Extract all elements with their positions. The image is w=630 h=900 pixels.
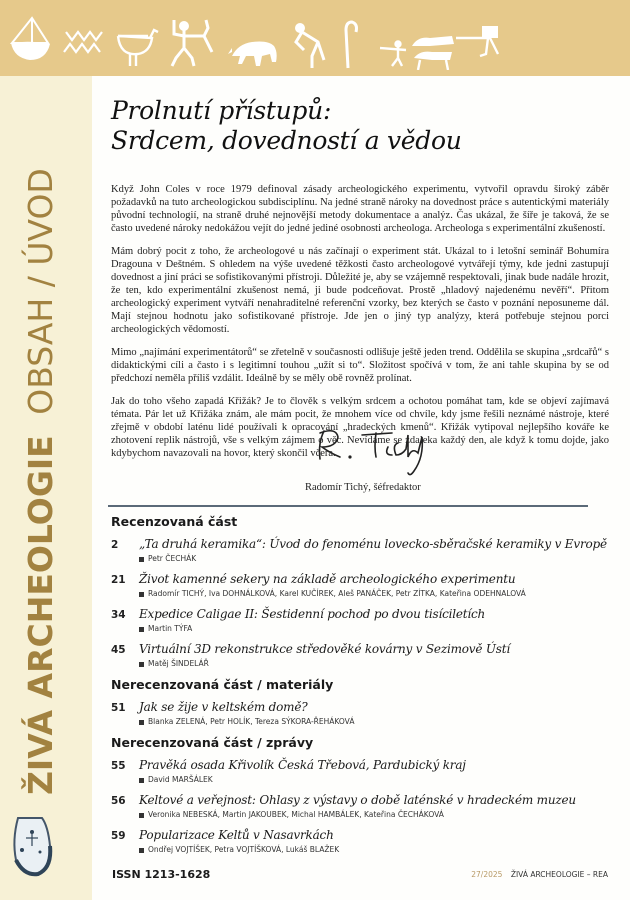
toc-article-title[interactable]: Keltové a veřejnost: Ohlasy z výstavy o době laténské v hradeckém muzeu <box>139 793 576 807</box>
boat-petroglyph-icon <box>11 18 50 60</box>
toc-section-heading: Nerecenzovaná část / zprávy <box>111 735 314 750</box>
staff-petroglyph-icon <box>346 22 357 68</box>
petroglyph-strip <box>0 8 630 70</box>
toc-authors: Ondřej VOJTÍŠEK, Petra VOJTÍŠKOVÁ, Lukáš BLAŽEK <box>139 845 611 855</box>
toc-entry[interactable] <box>111 758 611 785</box>
toc-article-title[interactable]: Expedice Caligae II: Šestidenní pochod po dvou tisíciletích <box>139 607 486 621</box>
hunting-scene-petroglyph-icon <box>380 26 498 70</box>
bullet-square-icon <box>139 592 144 597</box>
toc-authors: Petr ČECHÁK <box>139 554 611 564</box>
sidebar-vertical-title <box>21 168 60 795</box>
editor-name: Radomír Tichý, šéfredaktor <box>305 482 421 493</box>
toc-page-number: 45 <box>111 644 126 656</box>
bullet-square-icon <box>139 720 144 725</box>
bullet-square-icon <box>139 813 144 818</box>
toc-entry[interactable] <box>111 642 611 669</box>
bending-figure-petroglyph-icon <box>296 25 324 69</box>
toc-section <box>111 677 611 727</box>
toc-page-number: 59 <box>111 830 126 842</box>
toc-page-number: 55 <box>111 760 126 772</box>
toc-entry[interactable] <box>111 607 611 634</box>
toc-authors: Radomír TICHÝ, Iva DOHNÁLKOVÁ, Karel KUČÍREK, Aleš PANÁČEK, Petr ZÍTKA, Kateřina ODEHNALOVÁ <box>139 589 611 599</box>
toc-authors: Veronika NEBESKÁ, Martin JAKOUBEK, Michal HAMBÁLEK, Kateřina ČECHÁKOVÁ <box>139 810 611 820</box>
toc-authors: Blanka ZELENÁ, Petr HOLÍK, Tereza SÝKORA-ŘEHÁKOVÁ <box>139 717 611 727</box>
page-footer <box>471 870 608 879</box>
toc-page-number: 21 <box>111 574 126 586</box>
toc-article-title[interactable]: Pravěká osada Křivolík Česká Třebová, Pardubický kraj <box>139 758 466 772</box>
toc-section <box>111 735 611 855</box>
issue-number: 27/2025 <box>471 870 503 879</box>
toc-entry[interactable] <box>111 828 611 855</box>
toc-entry[interactable] <box>111 572 611 599</box>
toc-entry[interactable] <box>111 793 611 820</box>
bullet-square-icon <box>139 848 144 853</box>
waves-petroglyph-icon <box>64 32 102 52</box>
toc-page-number: 34 <box>111 609 126 621</box>
editorial-paragraph: Mimo „najímání experimentátorů“ se zřetelně v současnosti odlišuje ještě jeden trend. Oddělila se skupina „srdcařů“ s didaktickými cíli a často i s legitimní touhou „užít si to“. Složitost spočívá v tom, že ani tahle skupina by se od předchozí neměla příliš vzdálit. Ideálně by se měly obě rovněž prolínat. <box>111 347 609 384</box>
toc-entry[interactable] <box>111 537 611 564</box>
toc-page-number: 2 <box>111 539 119 551</box>
toc-article-title[interactable]: „Ta druhá keramika“: Úvod do fenoménu lovecko-sběračské keramiky v Evropě <box>139 537 607 551</box>
header-band <box>0 0 630 76</box>
section-divider <box>108 505 588 507</box>
toc-article-title[interactable]: Virtuální 3D rekonstrukce středověké kovárny v Sezimově Ústí <box>139 642 511 656</box>
toc-authors: Matěj ŠINDELÁŘ <box>139 659 611 669</box>
editorial-paragraph: Mám dobrý pocit z toho, že archeologové u nás začínají o experiment stát. Ukázal to i letošní seminář Bohumíra Dragouna v Deštném. S ohledem na výše uvedené těžkosti často archeologové vytvářejí týmy, kde jedni zastupují dovednost a jiní práci se sofistikovanými přístroji. Důležité je, aby se vzájemně respektovali, jinak bude nadále hrozit, že ten, kdo experimentální zkušenost nemá, ji bude podceňovat. Prostě „hladový najedenému nevěří“. Přitom archeologický experiment vytváří nenahraditelné referenční vzorky, bez kterých se často v poznání neposuneme dál. Mají stejnou hodnotu jako sofistikované přístroje. Jde jen o jiný typ analýzy, která potřebuje stejnou porci archeologických vědomostí. <box>111 246 609 335</box>
decorated-vessel-emblem <box>10 810 54 880</box>
issn-number: ISSN 1213-1628 <box>112 868 211 881</box>
footer-journal: ŽIVÁ ARCHEOLOGIE – REA <box>510 870 608 879</box>
toc-article-title[interactable]: Popularizace Keltů v Nasavrkách <box>139 828 334 842</box>
toc-authors: Martin TÝFA <box>139 624 611 634</box>
bullet-square-icon <box>139 557 144 562</box>
toc-section-heading: Recenzovaná část <box>111 514 238 529</box>
editorial-title <box>111 96 609 156</box>
toc-authors: David MARŠÁLEK <box>139 775 611 785</box>
bird-petroglyph-icon <box>118 30 158 66</box>
editorial-title-line1: Prolnutí přístupů: <box>111 96 332 125</box>
editor-signature <box>300 423 460 478</box>
toc-section <box>111 514 611 669</box>
table-of-contents <box>111 514 611 863</box>
toc-entry[interactable] <box>111 700 611 727</box>
editorial-header <box>111 96 609 156</box>
editorial-paragraph: Když John Coles v roce 1979 definoval zásady archeologického experimentu, vytvořil opravdu široký záběr požadavků na tuto archeologickou subdisciplínu. Na jedné straně nároky na dovednost práce s autentickými materiály původní technologií, na straně druhé nejnovější metody dokumentace a analýz. Čas ukázal, že šíře je taková, že se často uvedené nároky nedokážou vejít do jedné jediné osobnosti archeologa. Archeologa s experimentální zkušeností. <box>111 184 609 234</box>
editorial-paragraph: Jak do toho všeho zapadá Křižák? Je to člověk s velkým srdcem a ochotou pomáhat tam, kde se objeví zajímavá témata. Pár let už Křižáka znám, ale mám pocit, že mnohem více od chvíle, kdy jsme řešili neznámé nástroje, které zřejmě v období laténu lidé používali k opracování „hradeckých kmenů“. Křižák vytipoval nejlepšího kováře ke zhotovení replik nástrojů, vše s velkým zájmem o věc. Nevídáme se zdaleka každý den, ale když k tomu dojde, jako kdybychom navazovali na hovor, který skončil včera. <box>111 396 609 459</box>
toc-article-title[interactable]: Život kamenné sekery na základě archeologického experimentu <box>139 572 516 586</box>
toc-page-number: 56 <box>111 795 126 807</box>
bullet-square-icon <box>139 627 144 632</box>
editorial-title-line2: Srdcem, dovedností a vědou <box>111 126 462 155</box>
toc-page-number: 51 <box>111 702 126 714</box>
toc-section-heading: Nerecenzovaná část / materiály <box>111 677 334 692</box>
section-label: OBSAH / ÚVOD <box>21 168 60 415</box>
dancing-figure-petroglyph-icon <box>172 20 212 66</box>
toc-article-title[interactable]: Jak se žije v keltském domě? <box>139 700 308 714</box>
journal-name: ŽIVÁ ARCHEOLOGIE <box>21 435 60 795</box>
bullet-square-icon <box>139 778 144 783</box>
bullet-square-icon <box>139 662 144 667</box>
bison-petroglyph-icon <box>228 42 277 67</box>
